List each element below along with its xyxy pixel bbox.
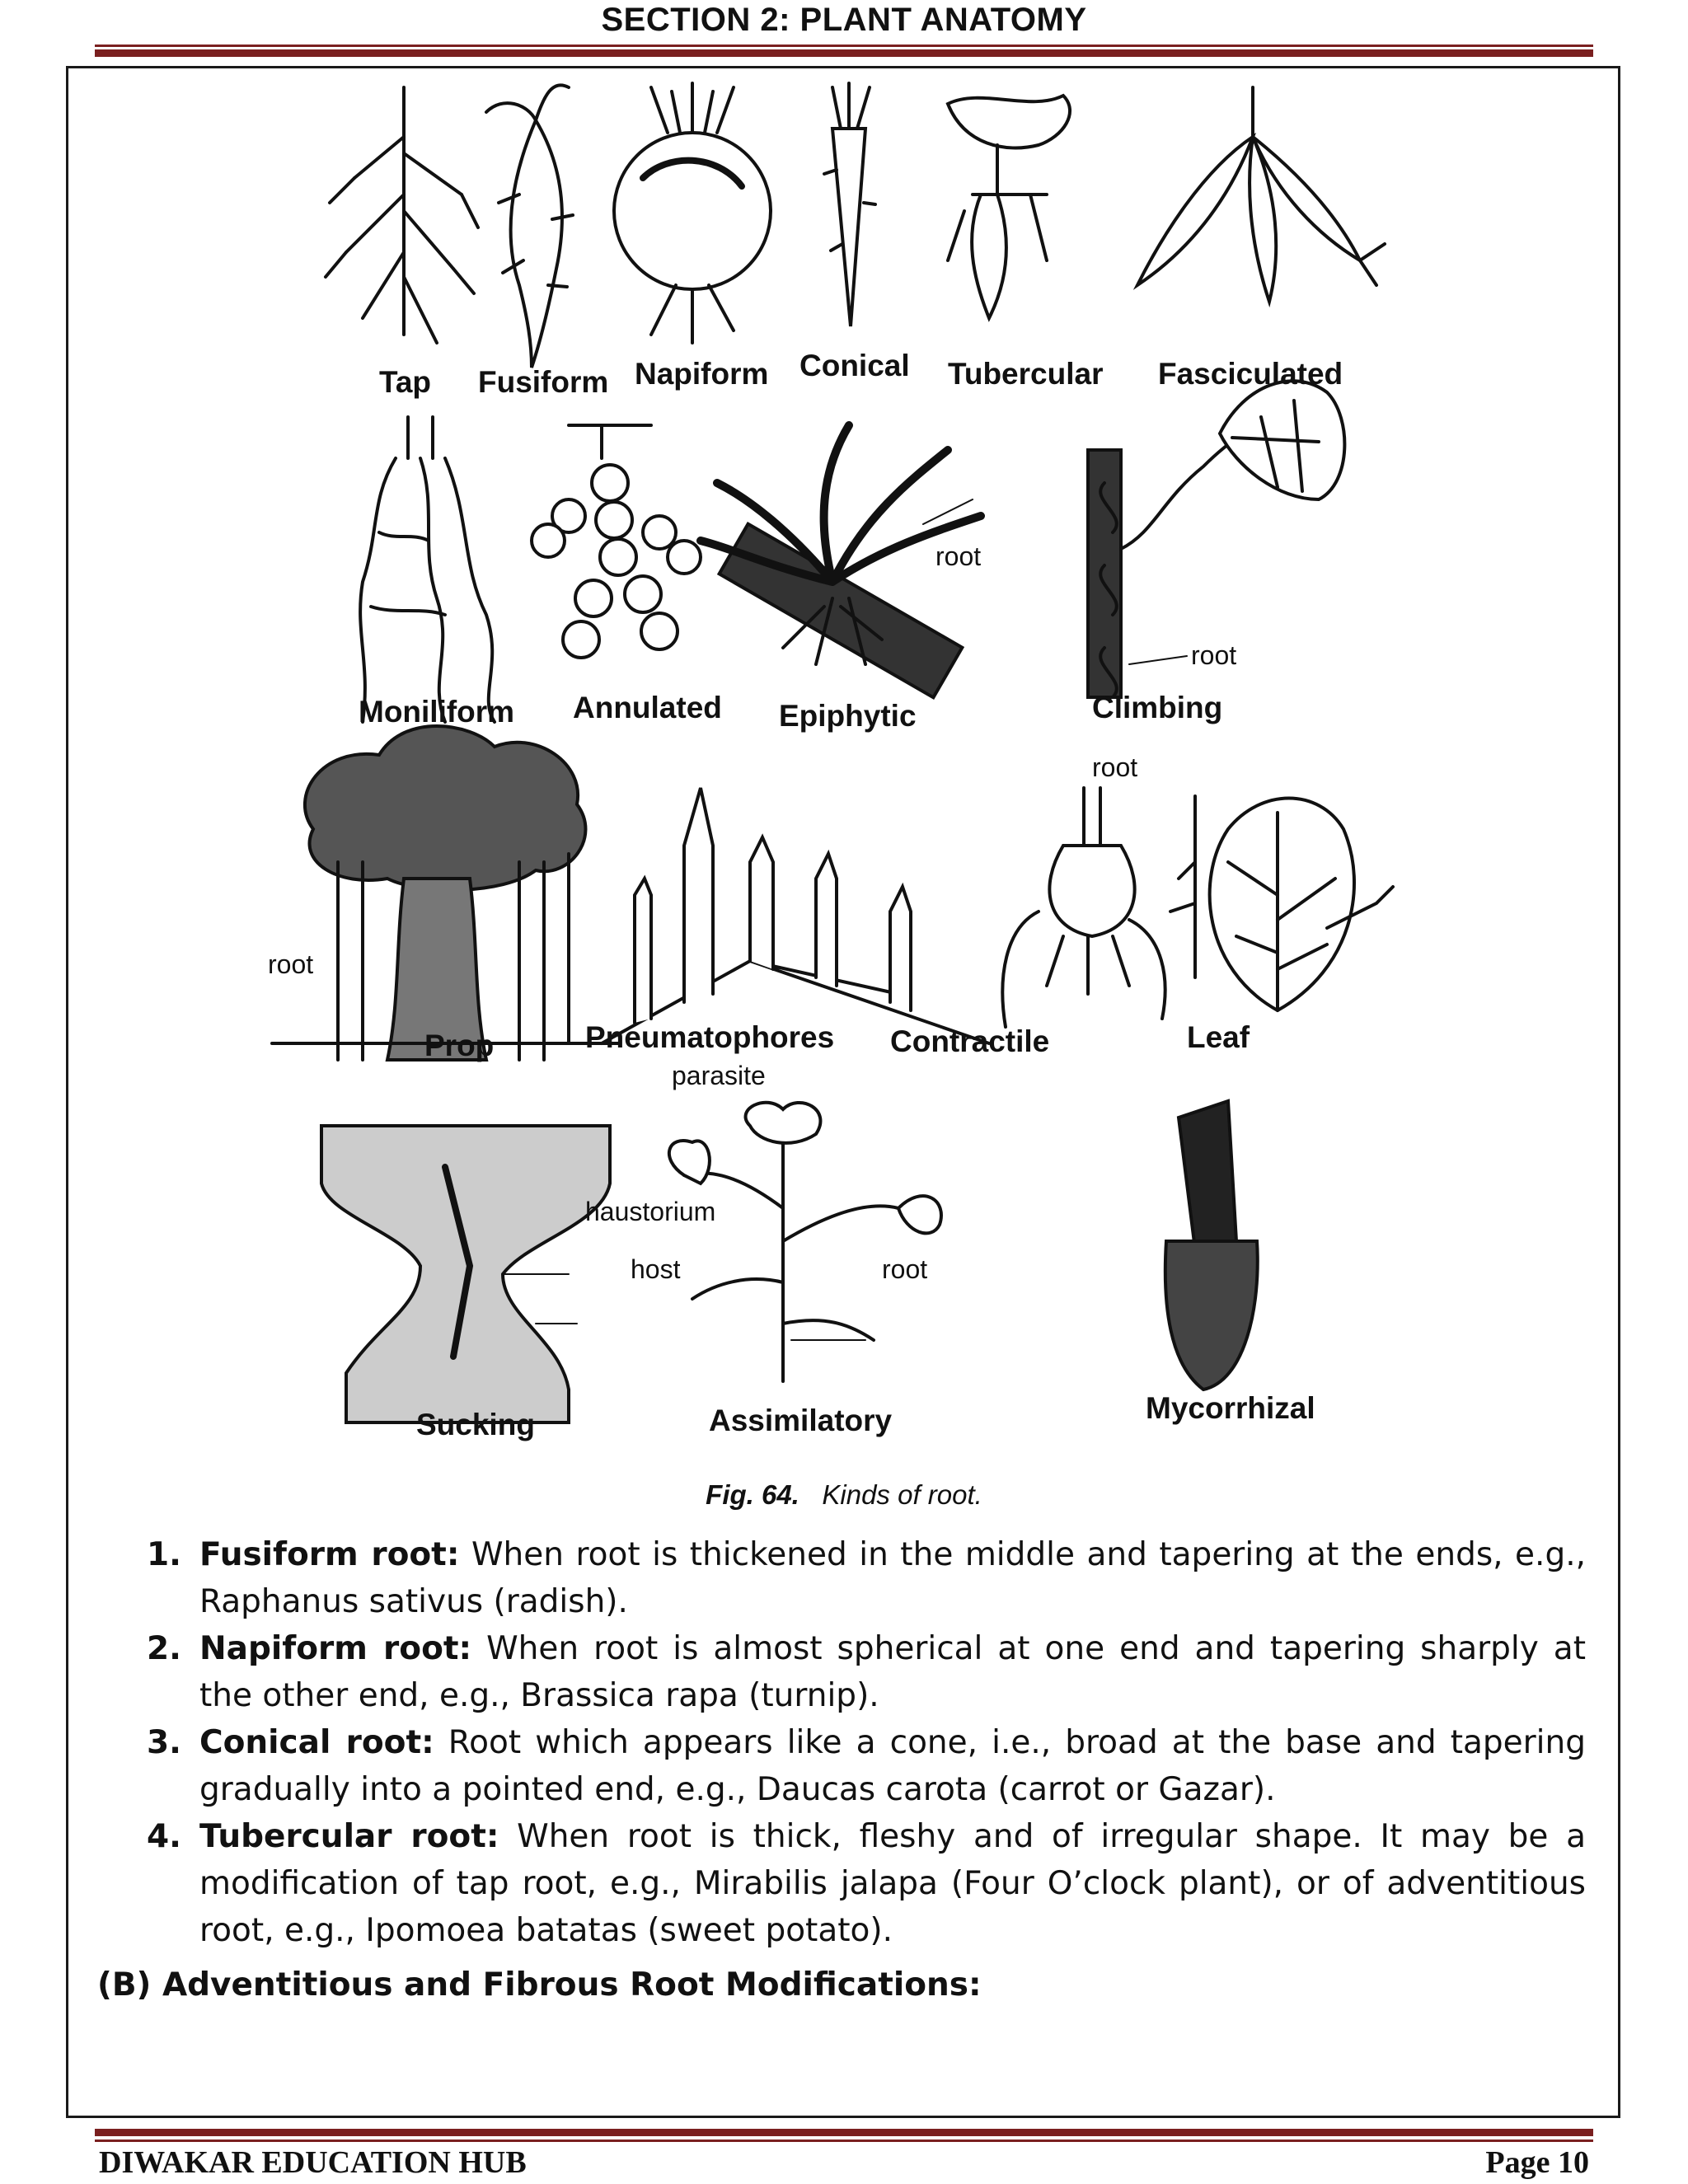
list-item-term: Fusiform root: — [199, 1536, 460, 1573]
header-rule-thick — [95, 49, 1593, 57]
list-item-text: When root is thickened in the middle and tapering at the ends, e.g., Raphanus sativus (radish). — [199, 1536, 1586, 1620]
moniliform-root-drawing — [360, 417, 495, 722]
root-types-illustration — [256, 71, 1434, 1505]
label-fusiform: Fusiform — [478, 365, 609, 399]
page-header-title: SECTION 2: PLANT ANATOMY — [601, 2, 1087, 38]
figure-caption-number: Fig. 64. — [706, 1479, 799, 1510]
list-item-term: Napiform root: — [199, 1630, 472, 1667]
list-item-number: 2. — [147, 1630, 181, 1667]
label-fasciculated: Fasciculated — [1158, 357, 1343, 391]
figure-caption-text: Kinds of root. — [822, 1479, 982, 1510]
mycorrhizal-root-drawing — [1165, 1101, 1258, 1390]
label-root-prop: root — [268, 949, 314, 979]
prop-root-drawing — [272, 726, 618, 1060]
list-item-term: Conical root: — [199, 1724, 434, 1761]
label-epiphytic: Epiphytic — [779, 699, 917, 733]
label-pneumatophores: Pneumatophores — [585, 1020, 835, 1054]
list-item-text: When root is almost spherical at one end and tapering sharply at the other end, e.g., Brassica rapa (turnip). — [199, 1630, 1586, 1714]
label-mycorrhizal: Mycorrhizal — [1146, 1391, 1315, 1425]
list-item — [147, 1531, 1586, 1625]
header-rule-thin — [95, 45, 1593, 47]
root-modification-list — [147, 1531, 1586, 1954]
list-item-text: Root which appears like a cone, i.e., broad at the base and tapering gradually into a pointed end, e.g., Daucas carota (carrot or Gazar). — [199, 1724, 1586, 1808]
label-haustorium: haustorium — [585, 1197, 716, 1226]
label-root-climbing: root — [1191, 640, 1237, 670]
label-tap: Tap — [379, 365, 432, 399]
list-item-number: 3. — [147, 1724, 181, 1761]
list-item-number: 4. — [147, 1818, 181, 1855]
assimilatory-root-drawing — [669, 1103, 941, 1381]
label-assimilatory: Assimilatory — [709, 1404, 893, 1437]
fusiform-root-drawing — [486, 85, 573, 368]
label-host: host — [631, 1254, 681, 1284]
conical-root-drawing — [824, 83, 875, 326]
label-prop: Prop — [424, 1029, 495, 1062]
label-contractile: Contractile — [890, 1024, 1050, 1058]
footer-rule-thin — [95, 2139, 1593, 2142]
label-moniliform: Moniliform — [359, 695, 515, 729]
footer-publisher: DIWAKAR EDUCATION HUB — [99, 2145, 527, 2180]
label-conical: Conical — [799, 349, 910, 382]
pneumatophores-drawing — [602, 788, 989, 1043]
root-types-figure — [256, 71, 1434, 1505]
label-climbing: Climbing — [1092, 691, 1223, 724]
figure-caption — [0, 1479, 1688, 1511]
leaf-root-drawing — [1170, 796, 1393, 1010]
label-sucking: Sucking — [416, 1408, 535, 1441]
label-tubercular: Tubercular — [948, 357, 1104, 391]
sucking-root-drawing — [321, 1126, 610, 1422]
label-parasite: parasite — [672, 1061, 766, 1090]
list-item — [147, 1813, 1586, 1954]
label-root-leaf: root — [1092, 752, 1138, 782]
section-subheading: (B) Adventitious and Fibrous Root Modifications: — [97, 1966, 982, 2004]
annulated-root-drawing — [532, 425, 701, 658]
footer-page-number: Page 10 — [1485, 2145, 1589, 2180]
tap-root-drawing — [326, 87, 478, 343]
fasciculated-root-drawing — [1137, 87, 1385, 302]
tubercular-root-drawing — [948, 96, 1070, 318]
list-item-number: 1. — [147, 1536, 181, 1573]
label-annulated: Annulated — [573, 691, 722, 724]
napiform-root-drawing — [614, 83, 771, 343]
label-leaf: Leaf — [1187, 1020, 1250, 1054]
label-napiform: Napiform — [635, 357, 769, 391]
label-root-assimilatory: root — [882, 1254, 928, 1284]
list-item-term: Tubercular root: — [199, 1818, 499, 1855]
list-item-text: When root is thick, fleshy and of irregular shape. It may be a modification of tap root, e.g., Mirabilis jalapa (Four O’clock plant), or of adventitious root, e.g., Ipomoea batatas (sweet potato). — [199, 1818, 1586, 1949]
list-item — [147, 1625, 1586, 1719]
label-root-epiphytic: root — [935, 541, 982, 571]
footer-rule-thick — [95, 2129, 1593, 2136]
list-item — [147, 1719, 1586, 1813]
contractile-root-drawing — [1002, 788, 1165, 1027]
